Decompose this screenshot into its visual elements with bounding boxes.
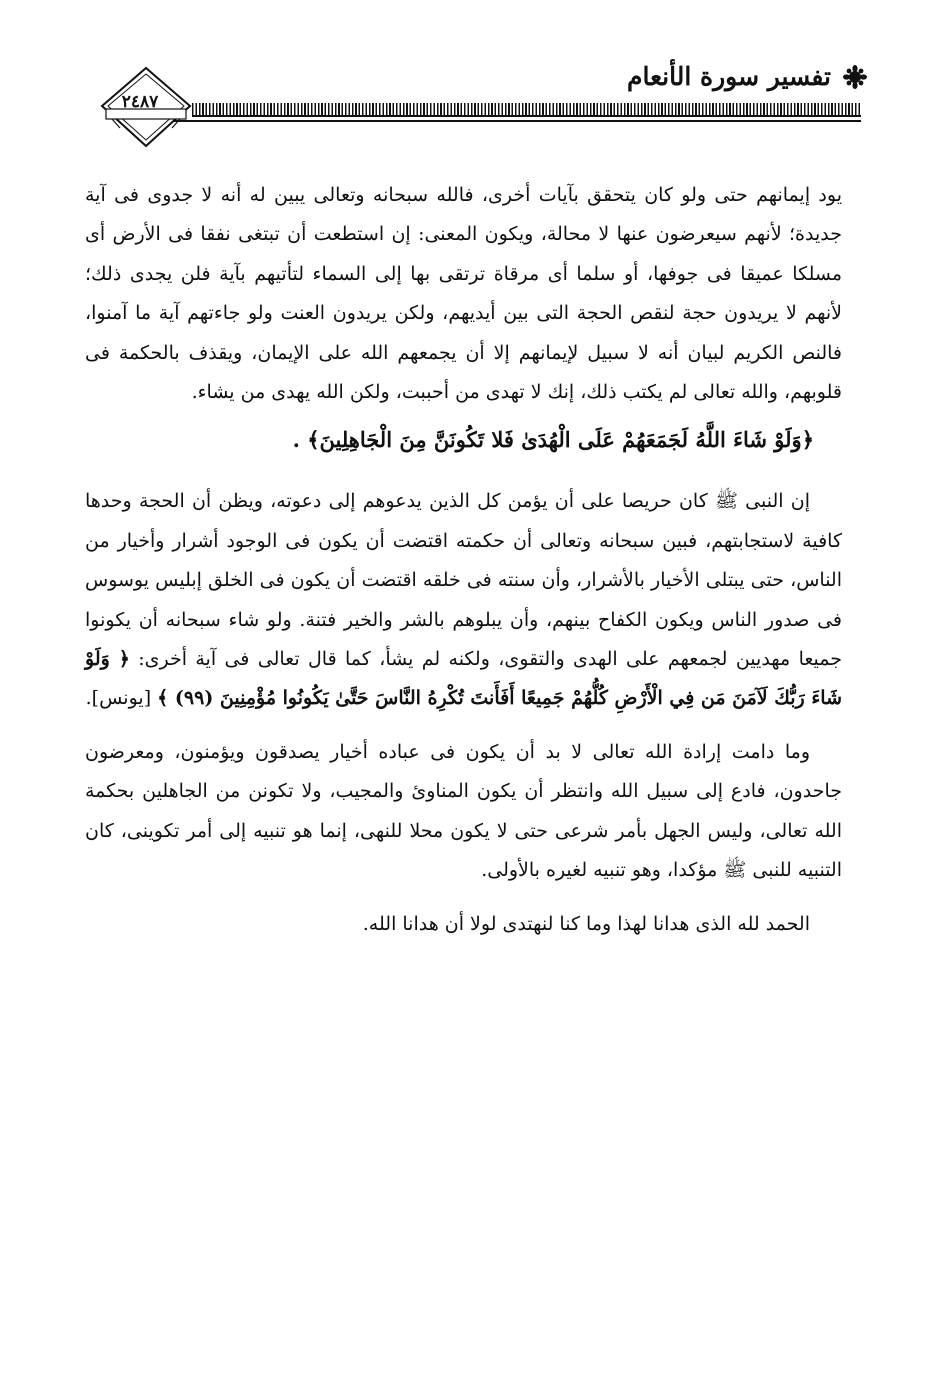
quran-verse — [85, 420, 842, 460]
running-title: تفسير سورة الأنعام — [627, 62, 831, 91]
paragraph-1: يود إيمانهم حتى ولو كان يتحقق بآيات أخرى، فالله سبحانه وتعالى يبين له أنه لا جدوى فى آية جديدة؛ لأنهم سيعرضون عنها لا محالة، ويكون المعنى: إن استطعت أن تبتغى نفقا فى الأرض أى مسلكا عميقا فى جوفها، أو سلما أى مرقاة ترتقى بها إلى السماء لتأتيهم بآية فلن يجدى ذلك؛ لأنهم لا يريدون حجة لنقص الحجة التى بين أيديهم، ولكن يريدون العنت ولو جاءتهم آية ما آمنوا، فالنص الكريم لبيان أنه لا سبيل لإيمانهم إلا أن يجمعهم الله على الإيمان، ويقذف بالحكمة فى قلوبهم، والله تعالى لم يكتب ذلك، إنك لا تهدى من أحببت، ولكن الله يهدى من يشاء. — [85, 184, 842, 404]
paragraph-4: الحمد لله الذى هدانا لهذا وما كنا لنهتدى لولا أن هدانا الله. — [362, 912, 810, 935]
page-number: ٢٤٨٧ — [121, 92, 159, 112]
paragraph-2 — [85, 482, 842, 718]
header-rule — [192, 103, 861, 117]
spacer — [85, 891, 842, 905]
quran-reference: [يونس]. — [85, 687, 158, 710]
running-head — [627, 62, 867, 91]
header-rule-line — [125, 120, 861, 122]
spacer — [85, 719, 842, 733]
paragraph-3: وما دامت إرادة الله تعالى لا بد أن يكون فى عباده أخيار يصدقون ويؤمنون، ومعرضون جاحدون، فادع إلى سبيل الله وانتظر أن يكون المناوئ والمجيب، ولا تكونن من الجاهلين بحكمة الله تعالى، وليس الجهل بأمر شرعى حتى لا يكون محلا للنهى، إنما هو تنبيه إلى أمر تكوينى، كان التنبيه للنبى ﷺ مؤكدا، وهو تنبيه لغيره بالأولى. — [85, 740, 842, 882]
flower-ornament-icon — [843, 65, 867, 89]
verse-text: ﴿وَلَوْ شَاءَ اللَّهُ لَجَمَعَهُمْ عَلَى الْهُدَىٰ فَلا تَكُونَنَّ مِنَ الْجَاهِلِينَ﴾ — [307, 427, 814, 453]
page-body — [85, 176, 842, 944]
verse-period: . — [292, 427, 308, 453]
paragraph-2-text: إن النبى ﷺ كان حريصا على أن يؤمن كل الذين يدعوهم إلى دعوته، ويظن أن الحجة وحدها كافية لاستجابتهم، فبين سبحانه وتعالى أن حكمته اقتضت أن يكون فى الوجود أشرار وأخيار من الناس، حتى يبتلى الأخيار بالأشرار، وأن سنته فى خلقه اقتضت أن يكون فى الخلق إبليس يوسوس فى صدور الناس ويكون الكفاح بينهم، وأن يبلوهم بالشر والخير فتنة. ولو شاء سبحانه أن يكونوا جميعا مهديين لجمعهم على الهدى والتقوى، ولكنه لم يشأ، كما قال تعالى فى آية أخرى: — [85, 490, 843, 671]
quran-quote: ﴿ وَلَوْ شَاءَ رَبُّكَ لَآمَنَ مَن فِي الْأَرْضِ كُلُّهُمْ جَمِيعًا أَفَأَنتَ تُكْرِهُ النَّاسَ حَتَّىٰ يَكُونُوا مُؤْمِنِينَ (٩٩) ﴾ — [85, 648, 842, 710]
